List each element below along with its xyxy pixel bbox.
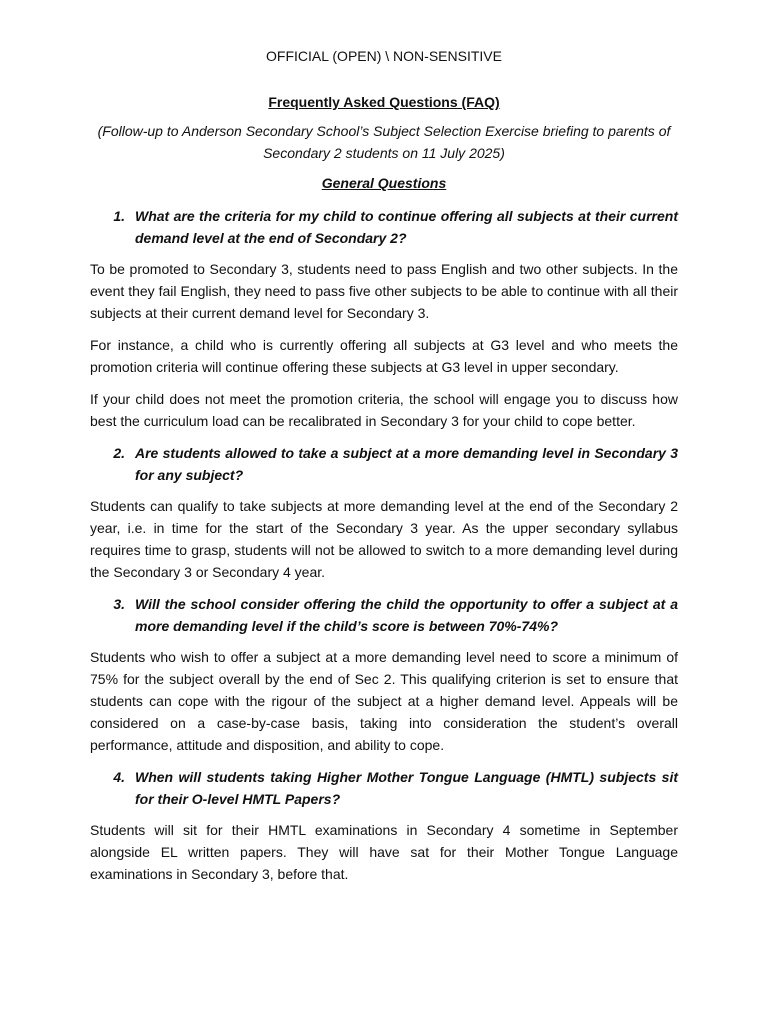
- faq-question-text: Will the school consider offering the child the opportunity to offer a subject at a more demanding level if the child’s score is between 70%-74%?: [135, 596, 678, 634]
- faq-question-3: [90, 593, 678, 637]
- page-subtitle: (Follow-up to Anderson Secondary School’s Subject Selection Exercise briefing to parents of Secondary 2 students on 11 July 2025): [97, 123, 671, 161]
- faq-question-1: [90, 205, 678, 249]
- faq-answer-paragraph: Students will sit for their HMTL examinations in Secondary 4 sometime in September alongside EL written papers. They will have sat for their Mother Tongue Language examinations in Secondary 3, before that.: [90, 822, 678, 882]
- faq-question-number: 3.: [113, 596, 125, 612]
- faq-question-2: [90, 442, 678, 486]
- section-heading: General Questions: [321, 175, 447, 191]
- faq-answer-paragraph: For instance, a child who is currently offering all subjects at G3 level and who meets the promotion criteria will continue offering these subjects at G3 level in upper secondary.: [90, 337, 678, 375]
- faq-question-number: 2.: [113, 445, 125, 461]
- faq-answer-paragraph: If your child does not meet the promotion criteria, the school will engage you to discuss how best the curriculum load can be recalibrated in Secondary 3 for your child to cope better.: [90, 391, 678, 429]
- faq-question-4: [90, 766, 678, 810]
- page-title: Frequently Asked Questions (FAQ): [268, 94, 500, 110]
- faq-answer-paragraph: To be promoted to Secondary 3, students need to pass English and two other subjects. In the event they fail English, they need to pass five other subjects to be able to continue with all their subjects at their current demand level for Secondary 3.: [90, 261, 678, 321]
- faq-question-text: Are students allowed to take a subject at a more demanding level in Secondary 3 for any subject?: [135, 445, 678, 483]
- faq-answer-paragraph: Students can qualify to take subjects at more demanding level at the end of the Secondary 2 year, i.e. in time for the start of the Secondary 3 year. As the upper secondary syllabus requires time to grasp, students will not be allowed to switch to a more demanding level during the Secondary 3 or Secondary 4 year.: [90, 498, 678, 580]
- faq-answer-paragraph: Students who wish to offer a subject at a more demanding level need to score a minimum of 75% for the subject overall by the end of Sec 2. This qualifying criterion is set to ensure that students can cope with the rigour of the subject at a higher demand level. Appeals will be considered on a case-by-case basis, taking into consideration the student’s overall performance, attitude and disposition, and ability to cope.: [90, 649, 678, 753]
- classification-label: OFFICIAL (OPEN) \ NON-SENSITIVE: [266, 48, 502, 64]
- faq-question-number: 1.: [113, 208, 125, 224]
- faq-question-text: When will students taking Higher Mother Tongue Language (HMTL) subjects sit for their O-level HMTL Papers?: [135, 769, 678, 807]
- faq-question-number: 4.: [113, 769, 125, 785]
- faq-question-text: What are the criteria for my child to continue offering all subjects at their current demand level at the end of Secondary 2?: [135, 208, 678, 246]
